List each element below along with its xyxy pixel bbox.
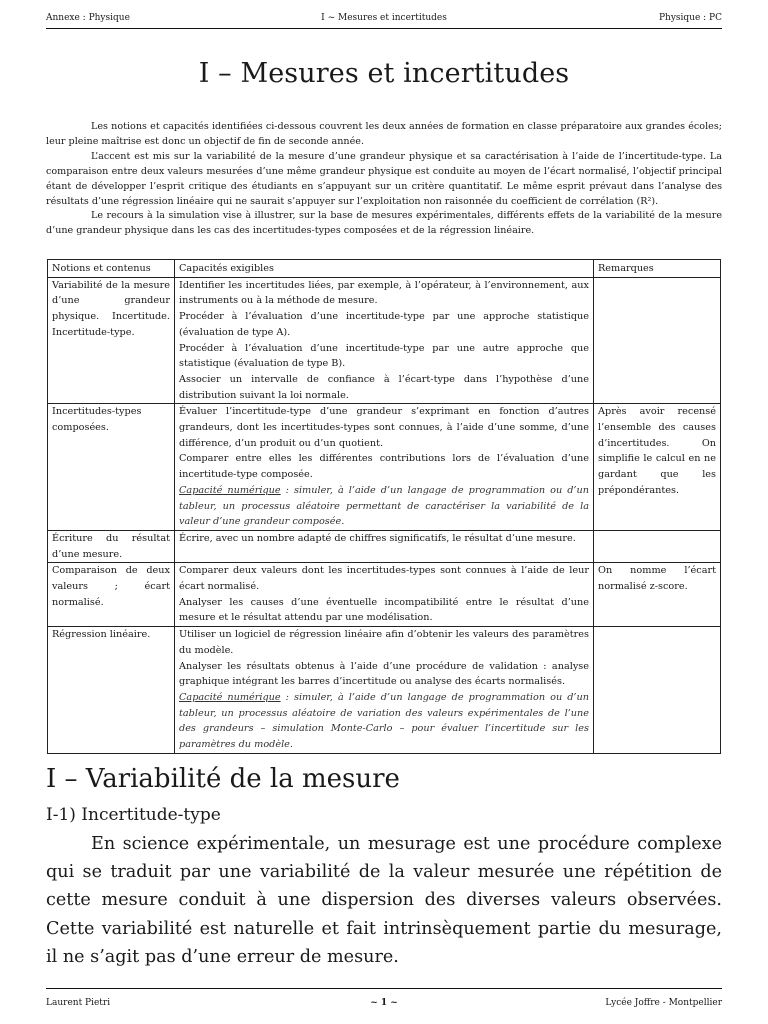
capacite-item: Analyser les causes d’une éventuelle incompatibilité entre le résultat d’une mesure et le résultat attendu par une modélisation. [179,596,589,624]
notion-cell: Comparaison de deux valeurs ; écart normalisé. [48,563,175,627]
capacite-numerique-label: Capacité numérique [179,691,281,703]
notion-cell: Variabilité de la mesure d’une grandeur physique. Incertitude. Incertitude-type. [48,277,175,404]
capacite-item: Procéder à l’évaluation d’une incertitude-type par une approche statistique (évaluation de type A). [179,311,589,338]
remarque-cell: On nomme l’écart normalisé z-score. [594,563,721,627]
header-center: I ~ Mesures et incertitudes [321,13,447,23]
capacites-cell [175,530,594,562]
footer-rule [46,988,722,989]
capacite-item: Comparer deux valeurs dont les incertitudes-types sont connues à l’aide de leur écart normalisé. [179,565,589,593]
page-header [46,11,722,25]
capacite-numerique-text: : simuler, à l’aide d’un langage de programmation ou d’un tableur, un processus aléatoire de variation des valeurs expérimentales de l’une des grandeurs – simulation Monte-Carlo – pour évaluer l’incertitude sur les paramètres du modèle. [179,691,589,751]
header-right: Physique : PC [658,13,722,23]
capacite-item: Écrire, avec un nombre adapté de chiffres significatifs, le résultat d’une mesure. [179,532,576,544]
notion-cell: Régression linéaire. [48,627,175,754]
program-table [47,259,721,754]
page-number: ~ 1 ~ [370,998,398,1008]
section-body-text: En science expérimentale, un mesurage est une procédure complexe qui se traduit par une variabilité de la valeur mesurée une répétition de cette mesure conduit à une dispersion des diverses valeurs observées. Cette variabilité est naturelle et fait intrinsèquement partie du mesurage, il ne s’agit pas d’une erreur de mesure. [46,834,722,967]
intro-paragraph: Le recours à la simulation vise à illustrer, sur la base de mesures expérimentales, différents effets de la variabilité de la mesure d’une grandeur physique dans les cas des incertitudes-types composées et de la régression linéaire. [46,210,722,237]
footer-author: Laurent Pietri [46,998,111,1008]
capacites-cell [175,404,594,531]
header-left: Annexe : Physique [46,13,130,23]
remarque-cell: Après avoir recensé l’ensemble des causes d’incertitudes. On simplifie le calcul en ne gardant que les prépondérantes. [594,404,721,531]
remarque-cell [594,530,721,562]
table-row [48,404,721,531]
capacite-item: Analyser les résultats obtenus à l’aide d’une procédure de validation : analyse graphique intégrant les barres d’incertitude ou analyse des écarts normalisés. [179,660,589,688]
page-footer [46,996,722,1010]
capacite-item: Comparer entre elles les différentes contributions lors de l’évaluation d’une incertitude-type composée. [179,453,589,481]
capacite-item: Utiliser un logiciel de régression linéaire afin d’obtenir les valeurs des paramètres du modèle. [179,629,589,656]
capacite-numerique-text: : simuler, à l’aide d’un langage de programmation ou d’un tableur, un processus aléatoire permettant de caractériser la variabilité de la valeur d’une grandeur composée. [179,484,589,528]
column-header-remarques: Remarques [594,260,721,278]
capacite-numerique-label: Capacité numérique [179,484,281,496]
column-header-capacites: Capacités exigibles [175,260,594,278]
subsection-title: I-1) Incertitude-type [46,805,221,825]
notion-cell: Écriture du résultat d’une mesure. [48,530,175,562]
header-rule [46,28,722,29]
table-row [48,530,721,562]
table-row [48,277,721,404]
capacites-cell [175,563,594,627]
capacites-cell [175,277,594,404]
page-title: I – Mesures et incertitudes [198,58,570,89]
table-row [48,563,721,627]
capacite-item: Associer un intervalle de confiance à l’écart-type dans l’hypothèse d’une distribution suivant la loi normale. [179,373,589,401]
intro-paragraph: L’accent est mis sur la variabilité de la mesure d’une grandeur physique et sa caractérisation à l’aide de l’incertitude-type. La comparaison entre deux valeurs mesurées d’une même grandeur physique est conduite au moyen de l’écart normalisé, l’objectif principal étant de développer l’esprit critique des étudiants en s’appuyant sur un critère quantitatif. Le même esprit prévaut dans l’analyse des résultats d’une régression linéaire qui ne saurait s’appuyer sur l’exploitation non raisonnée du coefficient de corrélation (R²). [46,150,722,207]
capacite-item: Identifier les incertitudes liées, par exemple, à l’opérateur, à l’environnement, aux instruments ou à la méthode de mesure. [179,279,589,307]
section-title: I – Variabilité de la mesure [46,764,400,794]
remarque-cell [594,627,721,754]
capacite-item: Évaluer l’incertitude-type d’une grandeur s’exprimant en fonction d’autres grandeurs, dont les incertitudes-types sont connues, à l’aide d’une somme, d’une différence, d’un produit ou d’un quotient. [179,406,589,449]
column-header-notions: Notions et contenus [48,260,175,278]
table-row [48,627,721,754]
notion-cell: Incertitudes-types composées. [48,404,175,531]
footer-school: Lycée Joffre - Montpellier [605,998,722,1008]
capacite-item: Procéder à l’évaluation d’une incertitude-type par une autre approche que statistique (évaluation de type B). [179,342,589,370]
remarque-cell [594,277,721,404]
capacite-numerique [179,690,589,753]
intro-paragraph: Les notions et capacités identifiées ci-dessous couvrent les deux années de formation en classe préparatoire aux grandes écoles; leur pleine maîtrise est donc un objectif de fin de seconde année. [46,121,722,147]
table-header-row [48,260,721,278]
capacites-cell [175,627,594,754]
intro-text [46,120,722,239]
capacite-numerique [179,483,589,530]
